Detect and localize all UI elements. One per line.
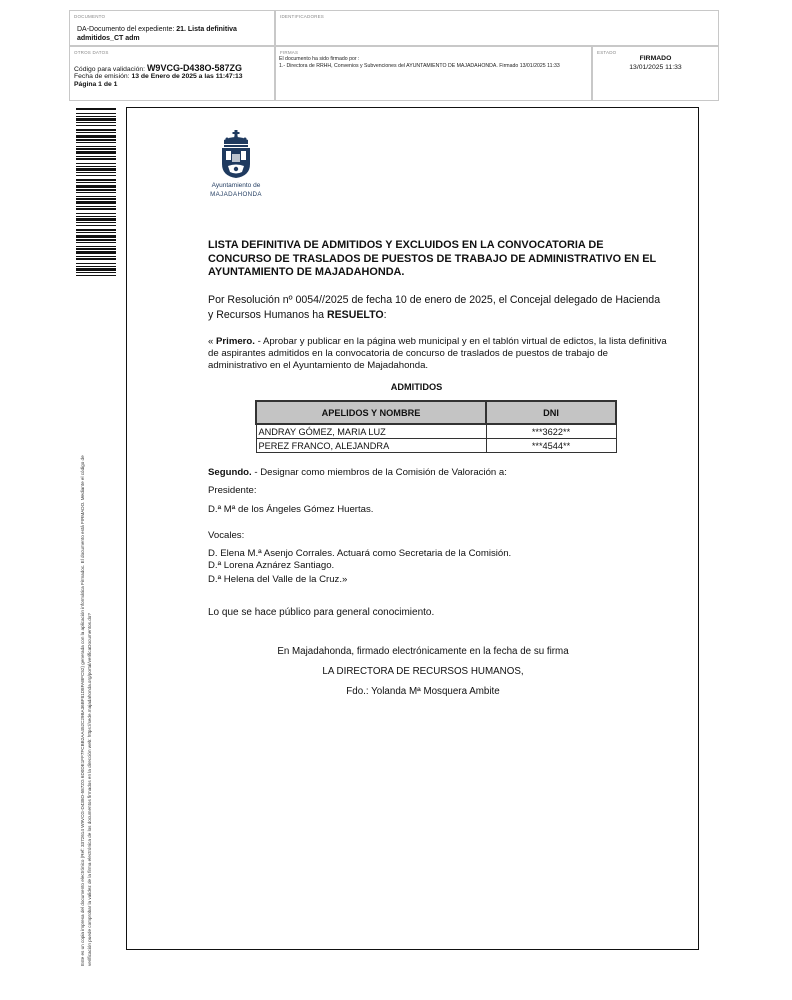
segundo-text: - Designar como miembros de la Comisión de Valoración a: bbox=[251, 467, 507, 478]
otros-datos-label: OTROS DATOS bbox=[74, 50, 109, 55]
column-header-dni: DNI bbox=[486, 401, 616, 424]
barcode-bar bbox=[76, 258, 116, 260]
issue-date: 13 de Enero de 2025 a las 11:47:13 bbox=[131, 73, 243, 80]
barcode-bar bbox=[76, 232, 116, 233]
admitidos-table bbox=[255, 400, 617, 453]
barcode-bar bbox=[76, 132, 116, 133]
barcode-bar bbox=[76, 146, 116, 147]
barcode-bar bbox=[76, 166, 116, 167]
intro-text: Por Resolución nº 0054//2025 de fecha 10 de enero de 2025, el Concejal delegado de Hacienda y Recursos Humanos ha bbox=[208, 294, 661, 321]
barcode-bar bbox=[76, 239, 116, 241]
barcode-bar bbox=[76, 229, 116, 231]
signature-line-3: Fdo.: Yolanda Mª Mosquera Ambite bbox=[346, 686, 500, 697]
table-header-row bbox=[256, 401, 616, 424]
verification-side-note bbox=[80, 300, 93, 966]
firmas-label: FIRMAS bbox=[280, 50, 299, 55]
vocal-3: D.ª Helena del Valle de la Cruz.» bbox=[208, 574, 348, 585]
barcode-bar bbox=[76, 256, 116, 257]
estado-value: FIRMADO bbox=[639, 55, 672, 62]
vocal-2: D.ª Lorena Aznárez Santiago. bbox=[208, 560, 335, 571]
presidente-name: D.ª Mª de los Ángeles Gómez Huertas. bbox=[208, 504, 374, 515]
header-estado-cell bbox=[592, 46, 719, 101]
barcode-bar bbox=[76, 248, 116, 250]
side-note-line-1: Este es un copia impresa del documento electrónico (Ref: 3372614 W9VCG-D438O-587ZG 6D0DE1FF7FCBB2AA452C29BA36BF81D8FABFC52) generada con la aplicación informática Firmadoc. El documento está FIRMADO. Mediante el código de bbox=[80, 455, 85, 966]
validation-code-line bbox=[74, 63, 242, 73]
barcode-bar bbox=[76, 272, 116, 273]
firmas-text: El documento ha sido firmado por : 1.- Directora de RRHH, Convenios y Subvenciones del AYUNTAMIENTO DE MAJADAHONDA. Firmado 13/01/2025 11:33 bbox=[279, 56, 560, 69]
barcode-bar bbox=[76, 156, 116, 157]
barcode-bar bbox=[76, 135, 116, 138]
document-title: LISTA DEFINITIVA DE ADMITIDOS Y EXCLUIDOS EN LA CONVOCATORIA DE CONCURSO DE TRASLADOS DE PUESTOS DE TRABAJO DE ADMINISTRATIVO EN EL AYUNTAMIENTO DE MAJADAHONDA. bbox=[208, 239, 656, 279]
barcode-bar bbox=[76, 172, 116, 173]
barcode-bar bbox=[76, 122, 116, 123]
primero-text: - Aprobar y publicar en la página web municipal y en el tablón virtual de edictos, la lista definitiva de aspirantes admitidos en la convocatoria de concurso de traslados de puestos de trabajo de administrativo en el Ayuntamiento de Majadahonda. bbox=[208, 336, 667, 372]
signature-line-1: En Majadahonda, firmado electrónicamente en la fecha de su firma bbox=[277, 646, 569, 657]
majadahonda-logo bbox=[204, 130, 268, 202]
barcode-bar bbox=[76, 196, 116, 197]
table-cell-name: ANDRAY GÓMEZ, MARIA LUZ bbox=[256, 424, 486, 439]
barcode-bar bbox=[76, 163, 116, 164]
vocales-label: Vocales: bbox=[208, 530, 245, 541]
document-page bbox=[126, 107, 699, 950]
segundo-label: Segundo. bbox=[208, 467, 252, 478]
side-note-line-2: verificación puede comprobar la validez de la firma electrónica de los documentos firmados en la dirección web: https://sede.majadahonda.org/portal/verificaDocumentos.do? bbox=[86, 613, 92, 966]
signature-line-2: LA DIRECTORA DE RECURSOS HUMANOS, bbox=[322, 666, 524, 677]
barcode-bar bbox=[76, 266, 116, 267]
barcode-bar bbox=[76, 192, 116, 193]
barcode-bar bbox=[76, 142, 116, 143]
barcode-bar bbox=[76, 182, 116, 183]
barcode-bar bbox=[76, 113, 116, 114]
barcode-bar bbox=[76, 189, 116, 191]
barcode-bar bbox=[76, 206, 116, 207]
barcode-bar bbox=[76, 251, 116, 254]
barcode-bar bbox=[76, 185, 116, 188]
barcode-bar bbox=[76, 201, 116, 204]
barcode-bar bbox=[76, 268, 116, 271]
primero-paragraph bbox=[208, 336, 668, 373]
intro-paragraph bbox=[208, 293, 668, 322]
barcode-bar bbox=[76, 116, 116, 117]
barcode-bar bbox=[76, 108, 116, 110]
intro-bold: RESUELTO bbox=[326, 308, 384, 321]
barcode-bar bbox=[76, 225, 116, 226]
barcode-bar bbox=[76, 151, 116, 154]
primero-open: « bbox=[208, 336, 217, 347]
documento-prefix: DA-Documento del expediente: bbox=[77, 26, 177, 33]
intro-end: : bbox=[383, 308, 387, 321]
document-title-field bbox=[77, 25, 267, 43]
header-identificadores-cell bbox=[275, 10, 719, 46]
barcode-bar bbox=[76, 198, 116, 200]
presidente-label: Presidente: bbox=[208, 485, 257, 496]
issue-date-line bbox=[74, 73, 243, 80]
identificadores-label: IDENTIFICADORES bbox=[280, 14, 325, 19]
vocal-1: D. Elena M.ª Asenjo Corrales. Actuará como Secretaria de la Comisión. bbox=[208, 548, 512, 559]
public-notice: Lo que se hace público para general conocimiento. bbox=[208, 607, 435, 618]
logo-text-majadahonda: MAJADAHONDA bbox=[210, 191, 262, 198]
fecha-label: Fecha de emisión: bbox=[74, 73, 132, 80]
barcode-bar bbox=[76, 235, 116, 238]
table-cell-name: PEREZ FRANCO, ALEJANDRA bbox=[256, 439, 486, 453]
primero-label: Primero. bbox=[216, 336, 255, 347]
barcode-bar bbox=[76, 129, 116, 131]
barcode-bar bbox=[76, 175, 116, 176]
header-firmas-cell bbox=[275, 46, 592, 101]
barcode-bar bbox=[76, 246, 116, 247]
table-cell-dni: ***3622** bbox=[486, 424, 616, 439]
barcode-bar bbox=[76, 275, 116, 276]
barcode-bar bbox=[76, 213, 116, 214]
barcode-bar bbox=[76, 139, 116, 141]
barcode-bar bbox=[76, 118, 116, 121]
table-row bbox=[256, 424, 616, 439]
barcode-bar bbox=[76, 158, 116, 160]
coat-of-arms-icon bbox=[218, 130, 254, 180]
documento-label: DOCUMENTO bbox=[74, 14, 106, 19]
logo-text-ayuntamiento: Ayuntamiento de bbox=[211, 182, 261, 189]
header-otros-datos-cell bbox=[69, 46, 275, 101]
barcode-bar bbox=[76, 168, 116, 171]
estado-date: 13/01/2025 11:33 bbox=[629, 64, 682, 71]
barcode-bar bbox=[76, 208, 116, 210]
header-documento-cell bbox=[69, 10, 275, 46]
barcode-bar bbox=[76, 125, 116, 126]
documento-title: 21. Lista definitiva admitidos_CT adm bbox=[77, 26, 237, 42]
barcode-bar bbox=[76, 148, 116, 150]
page-count: Página 1 de 1 bbox=[74, 81, 118, 88]
barcode-bar bbox=[76, 263, 116, 264]
barcode-bar bbox=[76, 242, 116, 243]
barcode-bar bbox=[76, 222, 116, 223]
estado-label: ESTADO bbox=[597, 50, 617, 55]
table-row bbox=[256, 439, 616, 453]
barcode-image bbox=[76, 108, 116, 276]
admitidos-heading: ADMITIDOS bbox=[390, 382, 443, 392]
column-header-name: APELIDOS Y NOMBRE bbox=[256, 401, 486, 424]
table-cell-dni: ***4544** bbox=[486, 439, 616, 453]
codigo-label: Código para validación: bbox=[74, 66, 147, 73]
validation-code[interactable]: W9VCG-D438O-587ZG bbox=[146, 63, 242, 73]
segundo-paragraph bbox=[208, 467, 507, 478]
barcode-bar bbox=[76, 179, 116, 181]
barcode-bar bbox=[76, 218, 116, 221]
barcode-bar bbox=[76, 216, 116, 217]
